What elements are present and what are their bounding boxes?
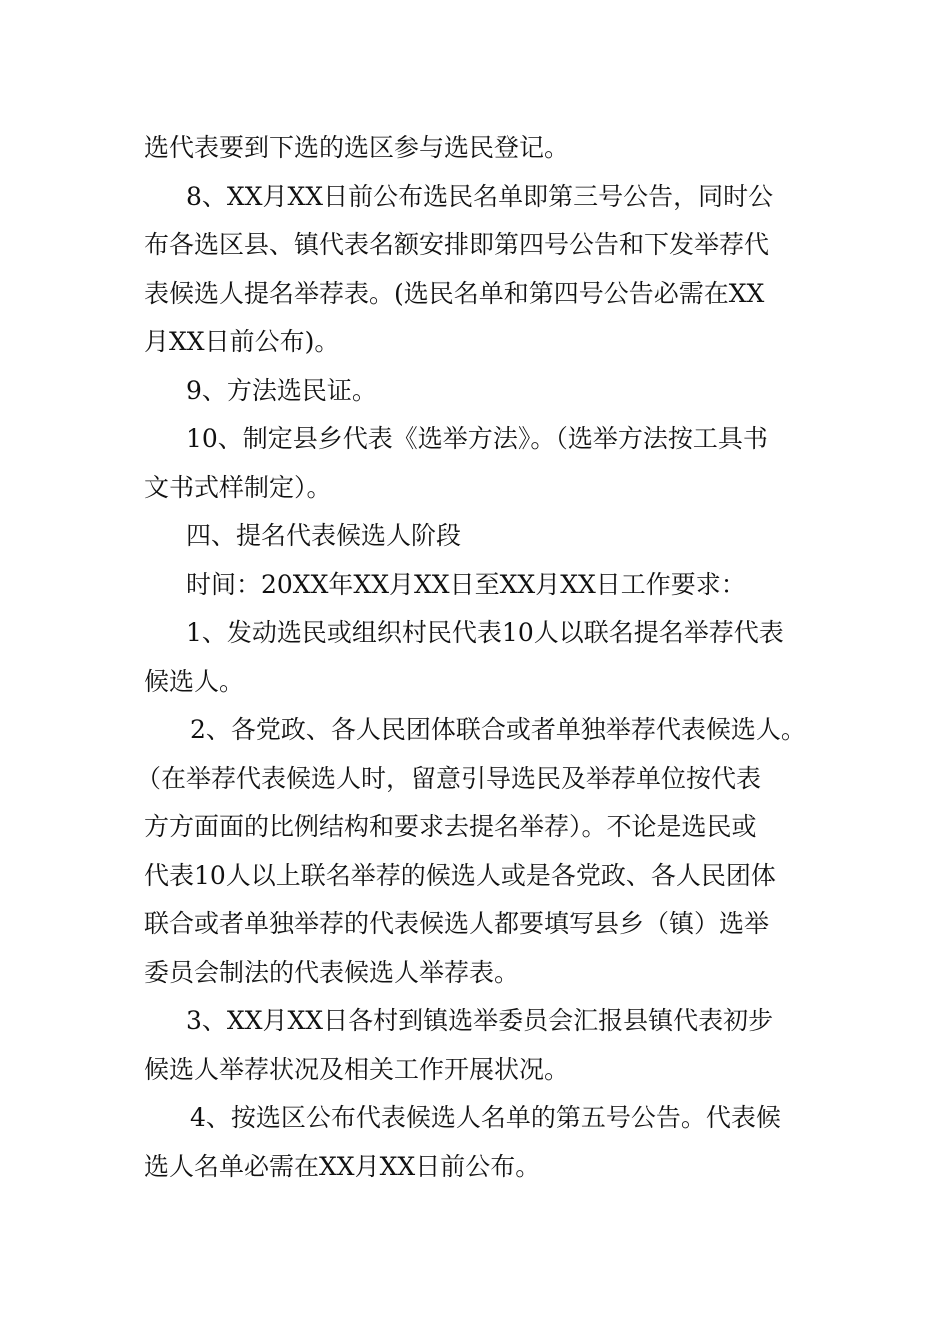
text-line: （在举荐代表候选人时，留意引导选民及举荐单位按代表 bbox=[136, 763, 762, 793]
text-line: 布各选区县、镇代表名额安排即第四号公告和下发举荐代 bbox=[144, 230, 770, 259]
text-line: 方方面面的比例结构和要求去提名举荐）。不论是选民或 bbox=[144, 812, 757, 841]
text-line: 文书式样制定）。 bbox=[144, 472, 332, 502]
text-line: 选人名单必需在XX月XX日前公布。 bbox=[144, 1151, 541, 1181]
document-body bbox=[136, 124, 824, 1191]
paragraph-item-8: 8、XX月XX日前公布选民名单即第三号公告，同时公 bbox=[186, 181, 774, 211]
text-line: 表候选人提名举荐表。(选民名单和第四号公告必需在XX bbox=[144, 278, 765, 308]
text-line: 候选人举荐状况及相关工作开展状况。 bbox=[144, 1054, 570, 1084]
time-line: 时间：20XX年XX月XX日至XX月XX日工作要求： bbox=[186, 569, 746, 599]
section-heading: 四、提名代表候选人阶段 bbox=[186, 521, 462, 550]
paragraph-item-2: 2、各党政、各人民团体联合或者单独举荐代表候选人。 bbox=[190, 715, 806, 744]
paragraph-item-4: 4、按选区公布代表候选人名单的第五号公告。代表候 bbox=[190, 1103, 781, 1132]
text-line: 月XX日前公布)。 bbox=[144, 327, 340, 356]
text-line: 委员会制法的代表候选人举荐表。 bbox=[144, 957, 520, 987]
text-line: 代表10人以上联名举荐的候选人或是各党政、各人民团体 bbox=[144, 860, 776, 890]
text-line: 选代表要到下选的选区参与选民登记。 bbox=[144, 133, 570, 162]
paragraph-item-1: 1、发动选民或组织村民代表10人以联名提名举荐代表 bbox=[186, 618, 784, 647]
paragraph-item-3: 3、XX月XX日各村到镇选举委员会汇报县镇代表初步 bbox=[186, 1006, 774, 1035]
text-line: 联合或者单独举荐的代表候选人都要填写县乡（镇）选举 bbox=[144, 909, 770, 938]
text-line: 候选人。 bbox=[144, 666, 245, 696]
paragraph-item-9: 9、方法选民证。 bbox=[186, 375, 377, 405]
paragraph-item-10: 10、制定县乡代表《选举方法》。（选举方法按工具书 bbox=[186, 424, 768, 453]
